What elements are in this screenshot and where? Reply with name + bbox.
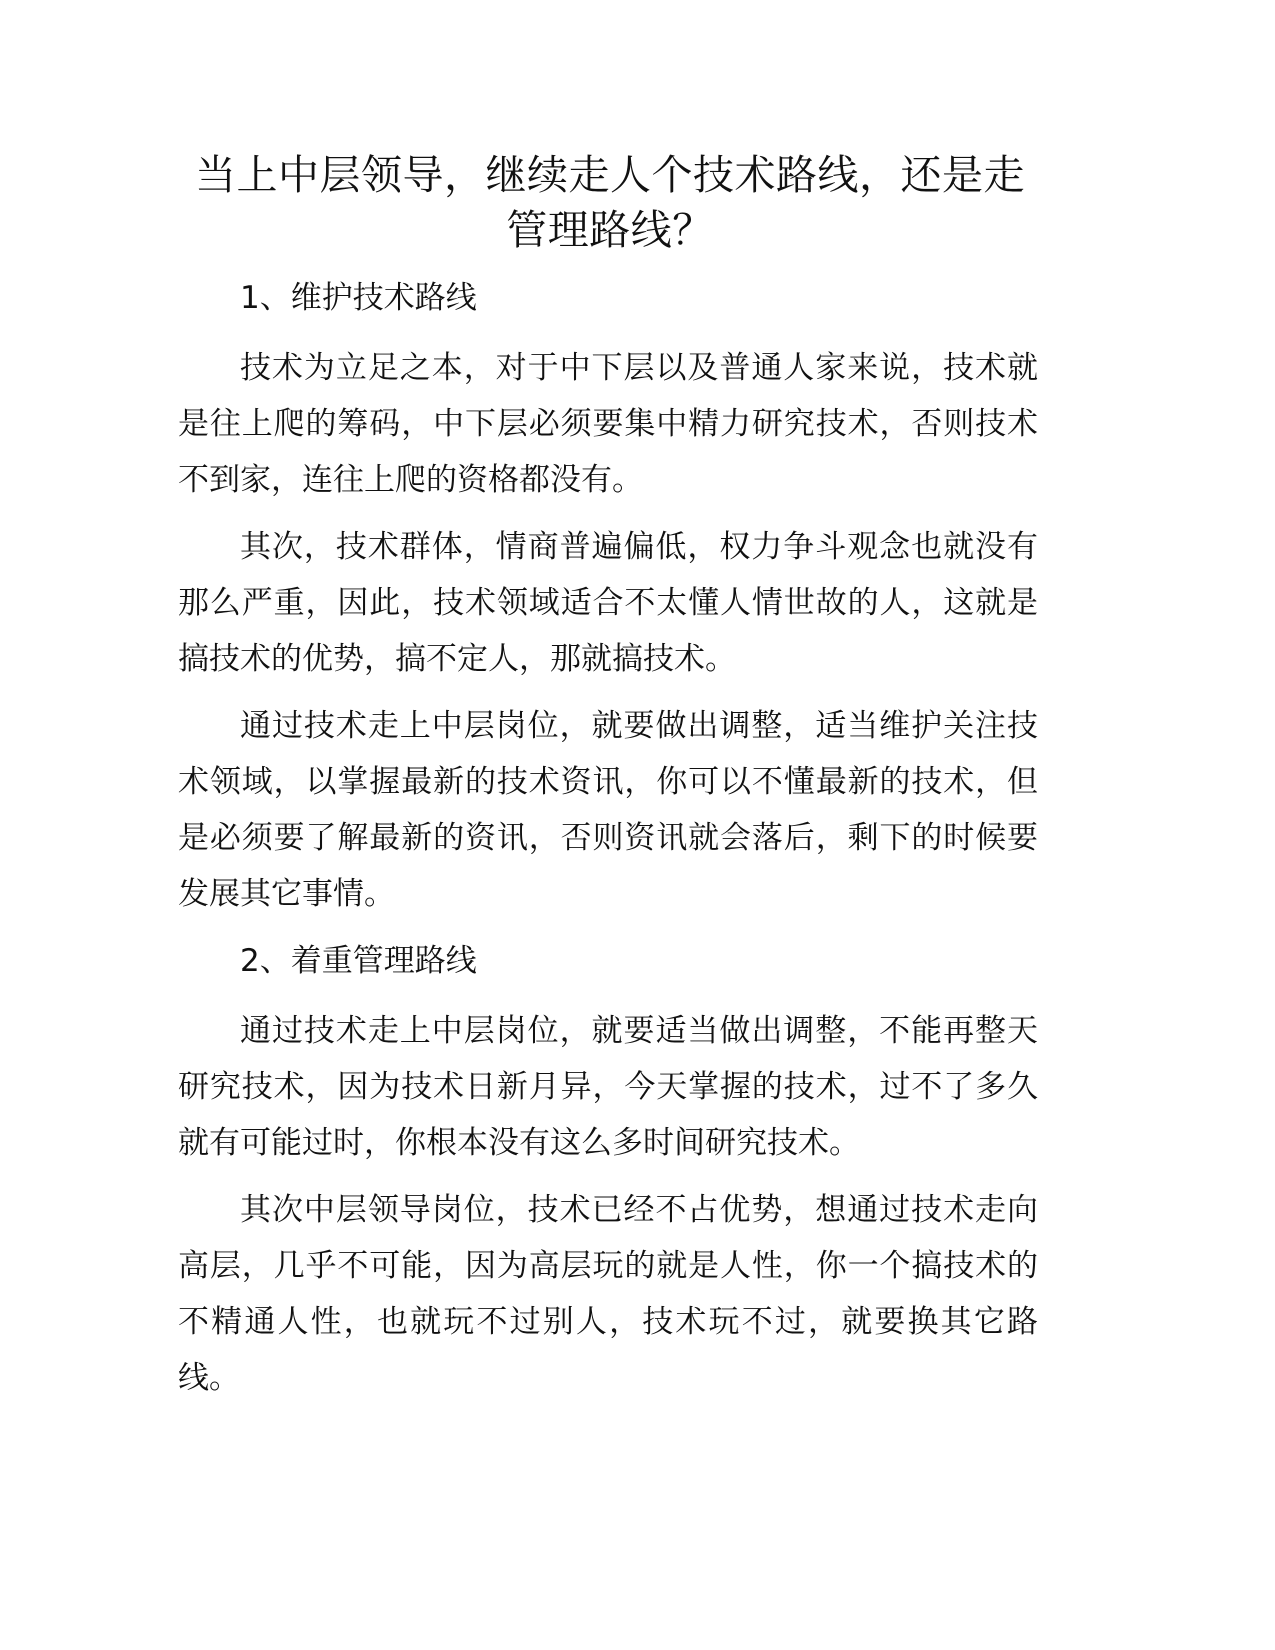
paragraph-1-3: 通过技术走上中层岗位，就要做出调整，适当维护关注技术领域，以掌握最新的技术资讯，你可以不懂最新的技术，但是必须要了解最新的资讯，否则资讯就会落后，剩下的时候要发展其它事情。 [178,708,1038,912]
document-title: 当上中层领导，继续走人个技术路线，还是走管理路线？ [195,151,1025,254]
paragraph-1-1: 技术为立足之本，对于中下层以及普通人家来说，技术就是往上爬的筹码，中下层必须要集中精力研究技术，否则技术不到家，连往上爬的资格都没有。 [178,350,1038,498]
paragraph-1-2: 其次，技术群体，情商普遍偏低，权力争斗观念也就没有那么严重，因此，技术领域适合不太懂人情世故的人，这就是搞技术的优势，搞不定人，那就搞技术。 [178,529,1038,677]
paragraph-2-1: 通过技术走上中层岗位，就要适当做出调整，不能再整天研究技术，因为技术日新月异，今天掌握的技术，过不了多久就有可能过时，你根本没有这么多时间研究技术。 [178,1013,1038,1161]
section-heading-1: 1、维护技术路线 [240,280,477,316]
document-body [178,270,1038,1417]
section-heading-2: 2、着重管理路线 [240,943,477,979]
paragraph-2-2: 其次中层领导岗位，技术已经不占优势，想通过技术走向高层，几乎不可能，因为高层玩的就是人性，你一个搞技术的不精通人性，也就玩不过别人，技术玩不过，就要换其它路线。 [178,1192,1038,1396]
